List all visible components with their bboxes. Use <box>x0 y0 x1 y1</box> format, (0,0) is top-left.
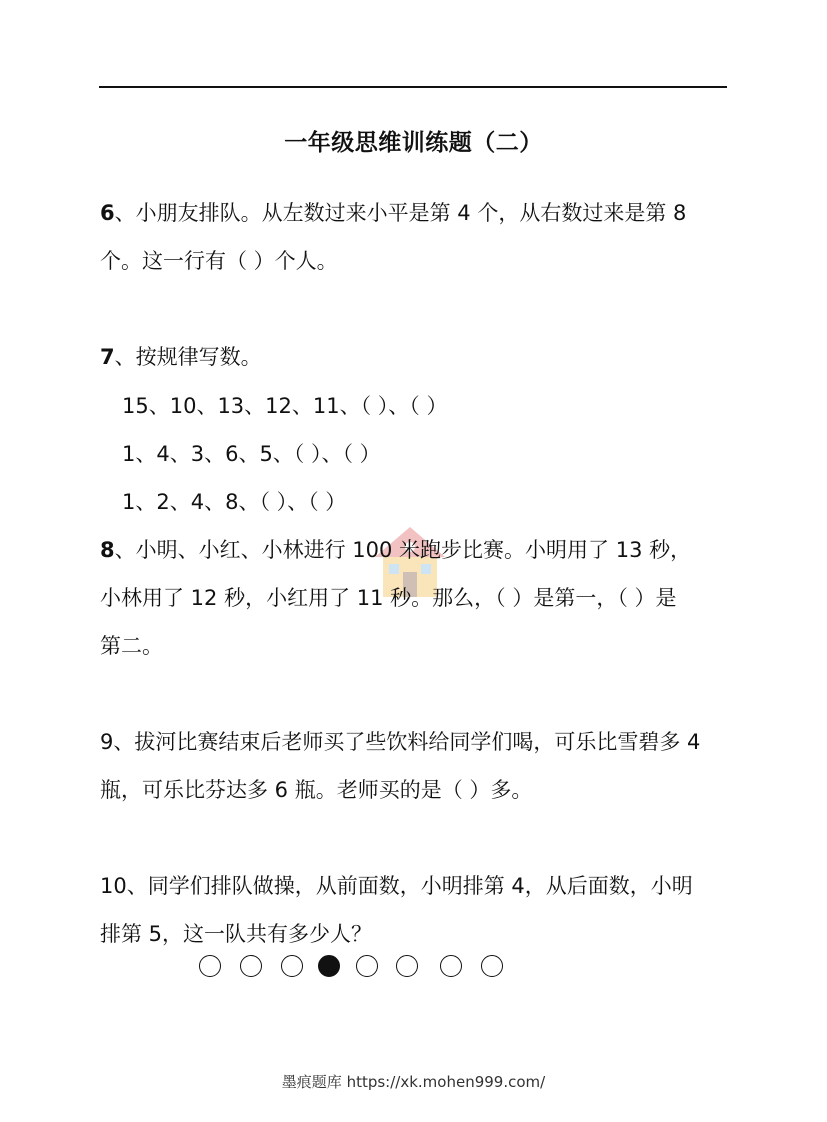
q7-title-text: 、按规律写数。 <box>114 345 262 369</box>
header-rule <box>99 86 727 88</box>
q9-line-1: 9、拔河比赛结束后老师买了些饮料给同学们喝，可乐比雪碧多 4 <box>100 730 701 754</box>
q8-line-1 <box>100 534 691 564</box>
q7-sequence-3: 1、2、4、8、（ ）、（ ） <box>122 490 347 514</box>
q8-line-3: 第二。 <box>100 634 163 658</box>
queue-circle <box>281 955 303 977</box>
queue-circles <box>0 955 827 981</box>
q6-line-2: 个。这一行有（ ）个人。 <box>100 249 338 273</box>
footer-source: 墨痕题库 https://xk.mohen999.com/ <box>281 1073 546 1091</box>
q7-sequence-2: 1、4、3、6、5、（ ）、（ ） <box>122 442 381 466</box>
queue-circle <box>240 955 262 977</box>
q7-title <box>100 341 262 371</box>
q10-line-2: 排第 5，这一队共有多少人？ <box>100 922 373 946</box>
page-title: 一年级思维训练题（二） <box>284 130 543 156</box>
queue-circle <box>440 955 462 977</box>
q6-line-1 <box>100 197 686 227</box>
q8-text-1: 、小明、小红、小林进行 100 米跑步比赛。小明用了 13 秒， <box>114 538 692 562</box>
q7-sequence-1: 15、10、13、12、11、（ ）、（ ） <box>122 394 448 418</box>
q10-line-1: 10、同学们排队做操，从前面数，小明排第 4，从后面数，小明 <box>100 874 693 898</box>
queue-circle <box>199 955 221 977</box>
queue-circle <box>356 955 378 977</box>
q8-number: 8 <box>100 538 115 562</box>
q9-line-2: 瓶，可乐比芬达多 6 瓶。老师买的是（ ）多。 <box>100 778 533 802</box>
queue-circle-xiaoming <box>318 955 340 977</box>
queue-circle <box>481 955 503 977</box>
q6-number: 6 <box>100 201 115 225</box>
q6-text-1: 、小朋友排队。从左数过来小平是第 4 个，从右数过来是第 8 <box>114 201 687 225</box>
queue-circle <box>396 955 418 977</box>
q8-line-2: 小林用了 12 秒，小红用了 11 秒。那么，（ ）是第一，（ ）是 <box>100 586 677 610</box>
q7-number: 7 <box>100 345 115 369</box>
